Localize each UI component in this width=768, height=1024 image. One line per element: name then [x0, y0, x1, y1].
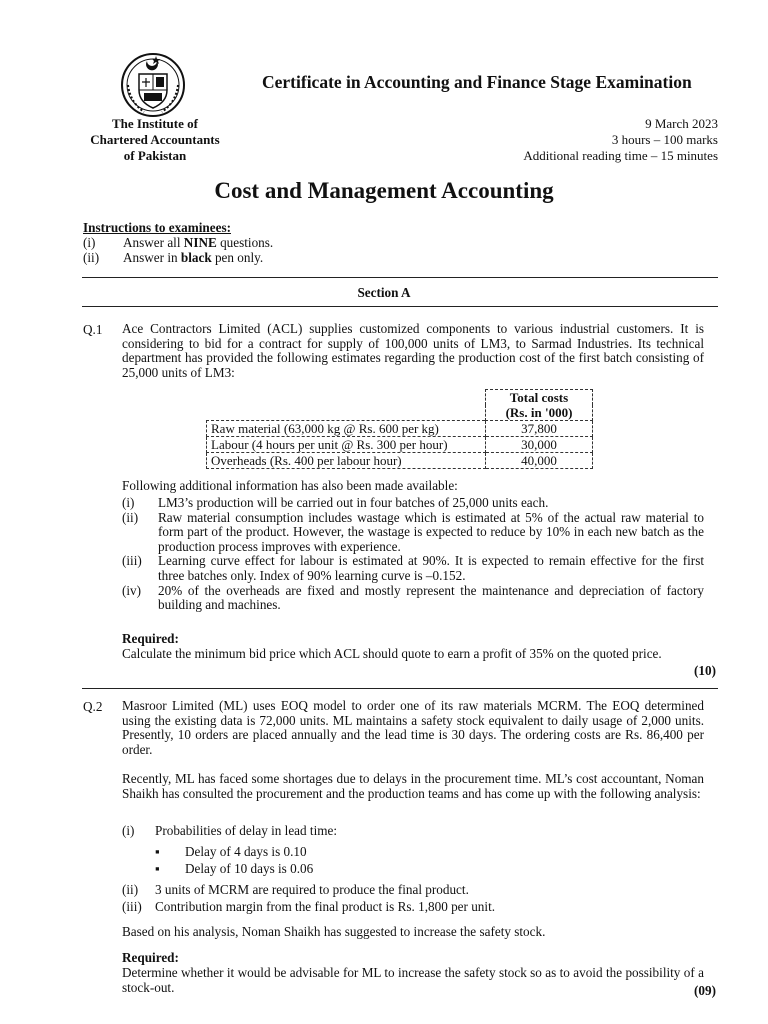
instruction-item: [83, 250, 273, 265]
bullet-item: ▪ Delay of 4 days is 0.10: [155, 844, 307, 859]
list-item: (iii) Learning curve effect for labour is estimated at 90%. It is expected to remain effective for the first three batches only. Index of 90% learning curve is –0.152.: [122, 553, 704, 583]
list-item: (iv) 20% of the overheads are fixed and mostly represent the maintenance and depreciation of factory building and machines.: [122, 582, 704, 613]
table-header-row: [207, 390, 593, 406]
row-label: Labour (4 hours per unit @ Rs. 300 per hour): [207, 437, 486, 453]
institute-line-2: Chartered Accountants: [90, 132, 220, 147]
q2-required-text: Determine whether it would be advisable for ML to increase the safety stock so as to avoid the possibility of a stock-out.: [122, 965, 704, 995]
table-header-row: [207, 405, 593, 421]
marks: (10): [694, 663, 716, 678]
q2-bullets: [122, 843, 704, 877]
divider: [82, 306, 718, 307]
q2-point-i: [122, 824, 704, 839]
table-header: (Rs. in '000): [486, 405, 593, 421]
instructions: [83, 220, 273, 265]
list-item: (i) LM3’s production will be carried out in four batches of 25,000 units each.: [122, 495, 549, 510]
table-header: Total costs: [486, 390, 593, 406]
bullet-item: ▪ Delay of 10 days is 0.06: [155, 861, 314, 876]
list-item: (iii) Contribution margin from the final product is Rs. 1,800 per unit.: [122, 898, 496, 914]
cost-table: [206, 389, 593, 469]
institute-name: [70, 116, 240, 164]
section-heading: Section A: [357, 285, 411, 300]
list-item: (ii) 3 units of MCRM are required to produce the final product.: [122, 882, 469, 897]
instruction-num: (ii): [83, 250, 100, 265]
institute-line-3: of Pakistan: [123, 148, 187, 163]
q2-suggestion: Based on his analysis, Noman Shaikh has suggested to increase the safety stock.: [122, 924, 546, 939]
table-row: [207, 437, 593, 453]
instruction-text: Answer all NINE questions.: [123, 235, 274, 250]
row-label: Raw material (63,000 kg @ Rs. 600 per kg): [207, 421, 486, 437]
required-label: Required:: [122, 950, 179, 965]
instruction-num: (i): [83, 235, 96, 250]
q1-additional: Following additional information has also been made available:: [122, 478, 458, 493]
row-value: 37,800: [486, 421, 593, 437]
divider: [82, 688, 718, 689]
question-number: Q.1: [83, 322, 103, 337]
required-label: Required:: [122, 631, 179, 646]
reading-time: Additional reading time – 15 minutes: [523, 148, 718, 163]
exam-duration: 3 hours – 100 marks: [611, 132, 718, 147]
instruction-item: [83, 235, 273, 250]
divider: [82, 277, 718, 278]
subject-title: Cost and Management Accounting: [214, 178, 554, 203]
question-number: Q.2: [83, 699, 103, 714]
q2-points: [122, 883, 704, 914]
exam-title: Certificate in Accounting and Finance Stage Examination: [262, 72, 692, 92]
icap-crest-icon: [120, 52, 186, 118]
instruction-text: Answer in black pen only.: [123, 250, 264, 265]
institute-line-1: The Institute of: [112, 116, 198, 131]
list-item: (i) Probabilities of delay in lead time:: [122, 823, 338, 838]
list-item: (ii) Raw material consumption includes wastage which is estimated at 5% of the actual raw material to form part of the product. However, the wastage is expected to reduce by 10% in each new batch as the production process improves with experience.: [122, 509, 704, 554]
q2-intro: Masroor Limited (ML) uses EOQ model to order one of its raw materials MCRM. The EOQ determined using the existing data is 72,000 units. ML maintains a safety stock equivalent to daily usage of 2,000 units. Presently, 10 orders are placed annually and the lead time is 30 days. The ordering costs are Rs. 86,400 per order.: [122, 698, 704, 757]
table-row: [207, 453, 593, 469]
q1-intro: Ace Contractors Limited (ACL) supplies customized components to various industrial customers. It is considering to bid for a contract for supply of 100,000 units of LM3, to Sarmad Industries. Its technical department has provided the following estimates regarding the production cost of the first batch consisting of 25,000 units of LM3:: [122, 321, 704, 380]
row-value: 40,000: [486, 453, 593, 469]
row-label: Overheads (Rs. 400 per labour hour): [207, 453, 486, 469]
instructions-heading: Instructions to examinees:: [83, 220, 231, 235]
exam-date: 9 March 2023: [645, 116, 718, 131]
table-row: [207, 421, 593, 437]
row-value: 30,000: [486, 437, 593, 453]
q2-para: Recently, ML has faced some shortages due to delays in the procurement time. ML’s cost accountant, Noman Shaikh has consulted the procurement and the production teams and has come up with the following analysis:: [122, 771, 704, 801]
q1-points: [122, 496, 704, 613]
q1-required-text: Calculate the minimum bid price which ACL should quote to earn a profit of 35% on the quoted price.: [122, 646, 662, 661]
marks: (09): [694, 983, 716, 998]
exam-meta: [523, 116, 718, 164]
